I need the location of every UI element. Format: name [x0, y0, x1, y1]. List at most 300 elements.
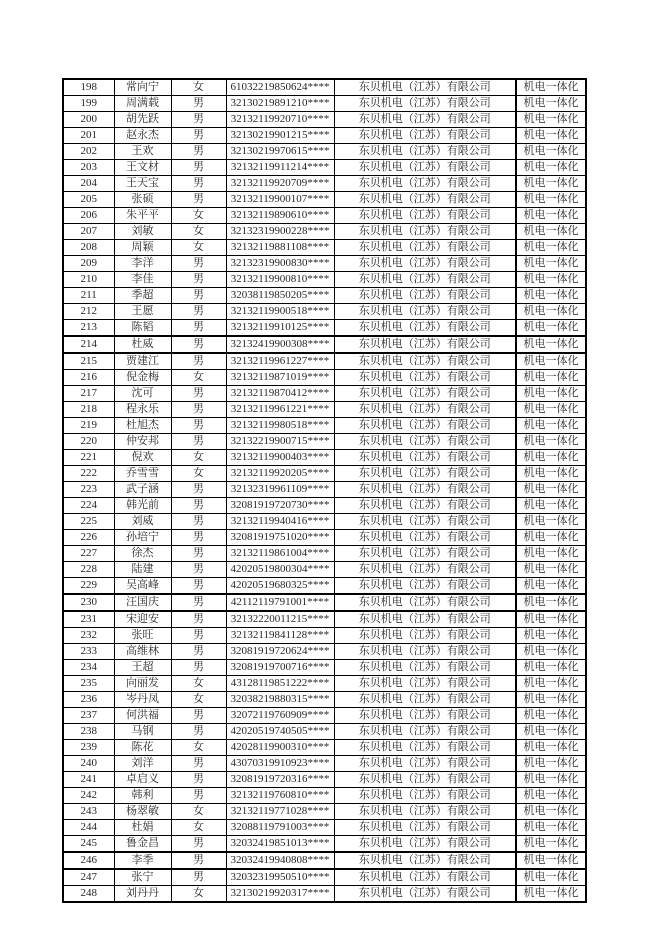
name-cell[interactable]: 程永乐	[114, 402, 171, 418]
gender-cell[interactable]: 男	[171, 192, 226, 208]
major-cell[interactable]: 机电一体化	[516, 628, 586, 644]
gender-cell[interactable]: 男	[171, 128, 226, 144]
gender-cell[interactable]: 男	[171, 112, 226, 128]
id-number-cell[interactable]: 32130219970615****	[226, 144, 334, 160]
row-number-cell[interactable]: 243	[63, 804, 114, 820]
row-number-cell[interactable]: 206	[63, 208, 114, 224]
company-cell[interactable]: 东贝机电（江苏）有限公司	[334, 418, 516, 434]
gender-cell[interactable]: 男	[171, 578, 226, 595]
row-number-cell[interactable]: 241	[63, 772, 114, 788]
company-cell[interactable]: 东贝机电（江苏）有限公司	[334, 256, 516, 272]
id-number-cell[interactable]: 32081919700716****	[226, 660, 334, 676]
major-cell[interactable]: 机电一体化	[516, 869, 586, 886]
company-cell[interactable]: 东贝机电（江苏）有限公司	[334, 820, 516, 836]
gender-cell[interactable]: 女	[171, 450, 226, 466]
major-cell[interactable]: 机电一体化	[516, 144, 586, 160]
major-cell[interactable]: 机电一体化	[516, 562, 586, 578]
company-cell[interactable]: 东贝机电（江苏）有限公司	[334, 611, 516, 628]
gender-cell[interactable]: 男	[171, 288, 226, 304]
row-number-cell[interactable]: 220	[63, 434, 114, 450]
company-cell[interactable]: 东贝机电（江苏）有限公司	[334, 144, 516, 160]
gender-cell[interactable]: 男	[171, 320, 226, 337]
gender-cell[interactable]: 女	[171, 820, 226, 836]
id-number-cell[interactable]: 32132119900518****	[226, 304, 334, 320]
name-cell[interactable]: 杨翠敏	[114, 804, 171, 820]
row-number-cell[interactable]: 218	[63, 402, 114, 418]
major-cell[interactable]: 机电一体化	[516, 418, 586, 434]
row-number-cell[interactable]: 237	[63, 708, 114, 724]
name-cell[interactable]: 宋迎安	[114, 611, 171, 628]
row-number-cell[interactable]: 226	[63, 530, 114, 546]
name-cell[interactable]: 陈韬	[114, 320, 171, 337]
major-cell[interactable]: 机电一体化	[516, 434, 586, 450]
name-cell[interactable]: 王超	[114, 660, 171, 676]
major-cell[interactable]: 机电一体化	[516, 724, 586, 740]
company-cell[interactable]: 东贝机电（江苏）有限公司	[334, 402, 516, 418]
major-cell[interactable]: 机电一体化	[516, 79, 586, 96]
gender-cell[interactable]: 女	[171, 676, 226, 692]
row-number-cell[interactable]: 232	[63, 628, 114, 644]
name-cell[interactable]: 向丽发	[114, 676, 171, 692]
gender-cell[interactable]: 男	[171, 96, 226, 112]
name-cell[interactable]: 刘威	[114, 514, 171, 530]
id-number-cell[interactable]: 32072119760909****	[226, 708, 334, 724]
major-cell[interactable]: 机电一体化	[516, 112, 586, 128]
name-cell[interactable]: 倪欢	[114, 450, 171, 466]
row-number-cell[interactable]: 214	[63, 336, 114, 353]
row-number-cell[interactable]: 230	[63, 594, 114, 611]
major-cell[interactable]: 机电一体化	[516, 611, 586, 628]
name-cell[interactable]: 王天宝	[114, 176, 171, 192]
gender-cell[interactable]: 男	[171, 660, 226, 676]
id-number-cell[interactable]: 42020519800304****	[226, 562, 334, 578]
company-cell[interactable]: 东贝机电（江苏）有限公司	[334, 740, 516, 756]
id-number-cell[interactable]: 32132119961221****	[226, 402, 334, 418]
name-cell[interactable]: 汪国庆	[114, 594, 171, 611]
major-cell[interactable]: 机电一体化	[516, 514, 586, 530]
major-cell[interactable]: 机电一体化	[516, 192, 586, 208]
company-cell[interactable]: 东贝机电（江苏）有限公司	[334, 756, 516, 772]
company-cell[interactable]: 东贝机电（江苏）有限公司	[334, 112, 516, 128]
company-cell[interactable]: 东贝机电（江苏）有限公司	[334, 514, 516, 530]
gender-cell[interactable]: 男	[171, 869, 226, 886]
company-cell[interactable]: 东贝机电（江苏）有限公司	[334, 272, 516, 288]
id-number-cell[interactable]: 61032219850624****	[226, 79, 334, 96]
company-cell[interactable]: 东贝机电（江苏）有限公司	[334, 692, 516, 708]
major-cell[interactable]: 机电一体化	[516, 788, 586, 804]
company-cell[interactable]: 东贝机电（江苏）有限公司	[334, 708, 516, 724]
major-cell[interactable]: 机电一体化	[516, 272, 586, 288]
company-cell[interactable]: 东贝机电（江苏）有限公司	[334, 128, 516, 144]
id-number-cell[interactable]: 32130219891210****	[226, 96, 334, 112]
gender-cell[interactable]: 女	[171, 804, 226, 820]
row-number-cell[interactable]: 222	[63, 466, 114, 482]
major-cell[interactable]: 机电一体化	[516, 820, 586, 836]
major-cell[interactable]: 机电一体化	[516, 852, 586, 869]
id-number-cell[interactable]: 32032419940808****	[226, 852, 334, 869]
gender-cell[interactable]: 男	[171, 498, 226, 514]
id-number-cell[interactable]: 32132119771028****	[226, 804, 334, 820]
gender-cell[interactable]: 男	[171, 546, 226, 562]
gender-cell[interactable]: 男	[171, 756, 226, 772]
company-cell[interactable]: 东贝机电（江苏）有限公司	[334, 434, 516, 450]
name-cell[interactable]: 仲安邦	[114, 434, 171, 450]
id-number-cell[interactable]: 32132119760810****	[226, 788, 334, 804]
major-cell[interactable]: 机电一体化	[516, 772, 586, 788]
row-number-cell[interactable]: 215	[63, 353, 114, 370]
id-number-cell[interactable]: 32132119920205****	[226, 466, 334, 482]
name-cell[interactable]: 张宁	[114, 869, 171, 886]
name-cell[interactable]: 鲁金昌	[114, 836, 171, 853]
major-cell[interactable]: 机电一体化	[516, 886, 586, 903]
major-cell[interactable]: 机电一体化	[516, 256, 586, 272]
name-cell[interactable]: 吴高峰	[114, 578, 171, 595]
row-number-cell[interactable]: 211	[63, 288, 114, 304]
major-cell[interactable]: 机电一体化	[516, 353, 586, 370]
company-cell[interactable]: 东贝机电（江苏）有限公司	[334, 176, 516, 192]
company-cell[interactable]: 东贝机电（江苏）有限公司	[334, 336, 516, 353]
row-number-cell[interactable]: 210	[63, 272, 114, 288]
row-number-cell[interactable]: 219	[63, 418, 114, 434]
name-cell[interactable]: 马钢	[114, 724, 171, 740]
id-number-cell[interactable]: 32038119850205****	[226, 288, 334, 304]
row-number-cell[interactable]: 201	[63, 128, 114, 144]
row-number-cell[interactable]: 245	[63, 836, 114, 853]
company-cell[interactable]: 东贝机电（江苏）有限公司	[334, 676, 516, 692]
name-cell[interactable]: 杜威	[114, 336, 171, 353]
gender-cell[interactable]: 男	[171, 514, 226, 530]
id-number-cell[interactable]: 32132419900308****	[226, 336, 334, 353]
id-number-cell[interactable]: 32132119900403****	[226, 450, 334, 466]
gender-cell[interactable]: 男	[171, 611, 226, 628]
id-number-cell[interactable]: 42112119791001****	[226, 594, 334, 611]
company-cell[interactable]: 东贝机电（江苏）有限公司	[334, 852, 516, 869]
company-cell[interactable]: 东贝机电（江苏）有限公司	[334, 353, 516, 370]
gender-cell[interactable]: 女	[171, 240, 226, 256]
name-cell[interactable]: 刘敏	[114, 224, 171, 240]
company-cell[interactable]: 东贝机电（江苏）有限公司	[334, 288, 516, 304]
major-cell[interactable]: 机电一体化	[516, 386, 586, 402]
gender-cell[interactable]: 男	[171, 304, 226, 320]
major-cell[interactable]: 机电一体化	[516, 320, 586, 337]
id-number-cell[interactable]: 32081919720316****	[226, 772, 334, 788]
company-cell[interactable]: 东贝机电（江苏）有限公司	[334, 886, 516, 903]
id-number-cell[interactable]: 32132119900810****	[226, 272, 334, 288]
company-cell[interactable]: 东贝机电（江苏）有限公司	[334, 320, 516, 337]
name-cell[interactable]: 赵永杰	[114, 128, 171, 144]
gender-cell[interactable]: 男	[171, 336, 226, 353]
major-cell[interactable]: 机电一体化	[516, 594, 586, 611]
row-number-cell[interactable]: 239	[63, 740, 114, 756]
major-cell[interactable]: 机电一体化	[516, 304, 586, 320]
id-number-cell[interactable]: 32132119871019****	[226, 370, 334, 386]
company-cell[interactable]: 东贝机电（江苏）有限公司	[334, 869, 516, 886]
row-number-cell[interactable]: 198	[63, 79, 114, 96]
id-number-cell[interactable]: 32132119940416****	[226, 514, 334, 530]
gender-cell[interactable]: 女	[171, 370, 226, 386]
company-cell[interactable]: 东贝机电（江苏）有限公司	[334, 386, 516, 402]
id-number-cell[interactable]: 42020519680325****	[226, 578, 334, 595]
id-number-cell[interactable]: 32132119890610****	[226, 208, 334, 224]
row-number-cell[interactable]: 200	[63, 112, 114, 128]
major-cell[interactable]: 机电一体化	[516, 578, 586, 595]
row-number-cell[interactable]: 213	[63, 320, 114, 337]
name-cell[interactable]: 李季	[114, 852, 171, 869]
company-cell[interactable]: 东贝机电（江苏）有限公司	[334, 562, 516, 578]
row-number-cell[interactable]: 217	[63, 386, 114, 402]
id-number-cell[interactable]: 32132119910125****	[226, 320, 334, 337]
name-cell[interactable]: 韩利	[114, 788, 171, 804]
company-cell[interactable]: 东贝机电（江苏）有限公司	[334, 498, 516, 514]
company-cell[interactable]: 东贝机电（江苏）有限公司	[334, 546, 516, 562]
gender-cell[interactable]: 男	[171, 176, 226, 192]
name-cell[interactable]: 杜旭杰	[114, 418, 171, 434]
company-cell[interactable]: 东贝机电（江苏）有限公司	[334, 804, 516, 820]
major-cell[interactable]: 机电一体化	[516, 708, 586, 724]
company-cell[interactable]: 东贝机电（江苏）有限公司	[334, 644, 516, 660]
row-number-cell[interactable]: 235	[63, 676, 114, 692]
id-number-cell[interactable]: 32132119881108****	[226, 240, 334, 256]
major-cell[interactable]: 机电一体化	[516, 370, 586, 386]
major-cell[interactable]: 机电一体化	[516, 224, 586, 240]
id-number-cell[interactable]: 32081919720624****	[226, 644, 334, 660]
name-cell[interactable]: 徐杰	[114, 546, 171, 562]
gender-cell[interactable]: 男	[171, 530, 226, 546]
gender-cell[interactable]: 男	[171, 788, 226, 804]
major-cell[interactable]: 机电一体化	[516, 804, 586, 820]
company-cell[interactable]: 东贝机电（江苏）有限公司	[334, 772, 516, 788]
gender-cell[interactable]: 男	[171, 256, 226, 272]
gender-cell[interactable]: 男	[171, 708, 226, 724]
row-number-cell[interactable]: 231	[63, 611, 114, 628]
id-number-cell[interactable]: 32132119900107****	[226, 192, 334, 208]
company-cell[interactable]: 东贝机电（江苏）有限公司	[334, 79, 516, 96]
company-cell[interactable]: 东贝机电（江苏）有限公司	[334, 192, 516, 208]
gender-cell[interactable]: 男	[171, 644, 226, 660]
id-number-cell[interactable]: 32132119861004****	[226, 546, 334, 562]
company-cell[interactable]: 东贝机电（江苏）有限公司	[334, 370, 516, 386]
name-cell[interactable]: 王文材	[114, 160, 171, 176]
id-number-cell[interactable]: 32132119920709****	[226, 176, 334, 192]
id-number-cell[interactable]: 32088119791003****	[226, 820, 334, 836]
name-cell[interactable]: 陆建	[114, 562, 171, 578]
row-number-cell[interactable]: 224	[63, 498, 114, 514]
company-cell[interactable]: 东贝机电（江苏）有限公司	[334, 450, 516, 466]
major-cell[interactable]: 机电一体化	[516, 402, 586, 418]
name-cell[interactable]: 常向宁	[114, 79, 171, 96]
name-cell[interactable]: 朱平平	[114, 208, 171, 224]
id-number-cell[interactable]: 42020519740505****	[226, 724, 334, 740]
row-number-cell[interactable]: 205	[63, 192, 114, 208]
name-cell[interactable]: 倪金梅	[114, 370, 171, 386]
id-number-cell[interactable]: 32132119911214****	[226, 160, 334, 176]
name-cell[interactable]: 李佳	[114, 272, 171, 288]
row-number-cell[interactable]: 246	[63, 852, 114, 869]
major-cell[interactable]: 机电一体化	[516, 160, 586, 176]
id-number-cell[interactable]: 32132119961227****	[226, 353, 334, 370]
major-cell[interactable]: 机电一体化	[516, 644, 586, 660]
company-cell[interactable]: 东贝机电（江苏）有限公司	[334, 724, 516, 740]
id-number-cell[interactable]: 43070319910923****	[226, 756, 334, 772]
gender-cell[interactable]: 男	[171, 562, 226, 578]
gender-cell[interactable]: 男	[171, 272, 226, 288]
major-cell[interactable]: 机电一体化	[516, 498, 586, 514]
major-cell[interactable]: 机电一体化	[516, 482, 586, 498]
row-number-cell[interactable]: 248	[63, 886, 114, 903]
row-number-cell[interactable]: 223	[63, 482, 114, 498]
company-cell[interactable]: 东贝机电（江苏）有限公司	[334, 594, 516, 611]
name-cell[interactable]: 孙培宁	[114, 530, 171, 546]
name-cell[interactable]: 周满载	[114, 96, 171, 112]
name-cell[interactable]: 张硕	[114, 192, 171, 208]
row-number-cell[interactable]: 227	[63, 546, 114, 562]
id-number-cell[interactable]: 32132119980518****	[226, 418, 334, 434]
name-cell[interactable]: 韩光前	[114, 498, 171, 514]
company-cell[interactable]: 东贝机电（江苏）有限公司	[334, 628, 516, 644]
name-cell[interactable]: 胡先跃	[114, 112, 171, 128]
gender-cell[interactable]: 男	[171, 418, 226, 434]
name-cell[interactable]: 杜娟	[114, 820, 171, 836]
company-cell[interactable]: 东贝机电（江苏）有限公司	[334, 788, 516, 804]
row-number-cell[interactable]: 236	[63, 692, 114, 708]
row-number-cell[interactable]: 202	[63, 144, 114, 160]
gender-cell[interactable]: 女	[171, 466, 226, 482]
name-cell[interactable]: 王愿	[114, 304, 171, 320]
major-cell[interactable]: 机电一体化	[516, 96, 586, 112]
company-cell[interactable]: 东贝机电（江苏）有限公司	[334, 224, 516, 240]
major-cell[interactable]: 机电一体化	[516, 756, 586, 772]
gender-cell[interactable]: 男	[171, 353, 226, 370]
gender-cell[interactable]: 男	[171, 144, 226, 160]
row-number-cell[interactable]: 204	[63, 176, 114, 192]
name-cell[interactable]: 何洪福	[114, 708, 171, 724]
name-cell[interactable]: 刘丹丹	[114, 886, 171, 903]
company-cell[interactable]: 东贝机电（江苏）有限公司	[334, 160, 516, 176]
major-cell[interactable]: 机电一体化	[516, 530, 586, 546]
gender-cell[interactable]: 女	[171, 692, 226, 708]
major-cell[interactable]: 机电一体化	[516, 676, 586, 692]
major-cell[interactable]: 机电一体化	[516, 336, 586, 353]
gender-cell[interactable]: 女	[171, 224, 226, 240]
major-cell[interactable]: 机电一体化	[516, 660, 586, 676]
gender-cell[interactable]: 女	[171, 740, 226, 756]
name-cell[interactable]: 贾建江	[114, 353, 171, 370]
id-number-cell[interactable]: 32081919720730****	[226, 498, 334, 514]
gender-cell[interactable]: 女	[171, 208, 226, 224]
major-cell[interactable]: 机电一体化	[516, 208, 586, 224]
gender-cell[interactable]: 男	[171, 772, 226, 788]
name-cell[interactable]: 周颖	[114, 240, 171, 256]
major-cell[interactable]: 机电一体化	[516, 740, 586, 756]
company-cell[interactable]: 东贝机电（江苏）有限公司	[334, 530, 516, 546]
company-cell[interactable]: 东贝机电（江苏）有限公司	[334, 578, 516, 595]
name-cell[interactable]: 岑丹凤	[114, 692, 171, 708]
row-number-cell[interactable]: 234	[63, 660, 114, 676]
id-number-cell[interactable]: 32132219900715****	[226, 434, 334, 450]
gender-cell[interactable]: 女	[171, 886, 226, 903]
major-cell[interactable]: 机电一体化	[516, 836, 586, 853]
id-number-cell[interactable]: 32032319950510****	[226, 869, 334, 886]
major-cell[interactable]: 机电一体化	[516, 692, 586, 708]
row-number-cell[interactable]: 247	[63, 869, 114, 886]
id-number-cell[interactable]: 32132119870412****	[226, 386, 334, 402]
id-number-cell[interactable]: 32081919751020****	[226, 530, 334, 546]
row-number-cell[interactable]: 203	[63, 160, 114, 176]
id-number-cell[interactable]: 32132220011215****	[226, 611, 334, 628]
major-cell[interactable]: 机电一体化	[516, 176, 586, 192]
company-cell[interactable]: 东贝机电（江苏）有限公司	[334, 660, 516, 676]
id-number-cell[interactable]: 32032419851013****	[226, 836, 334, 853]
id-number-cell[interactable]: 42028119900310****	[226, 740, 334, 756]
row-number-cell[interactable]: 209	[63, 256, 114, 272]
name-cell[interactable]: 刘洋	[114, 756, 171, 772]
row-number-cell[interactable]: 242	[63, 788, 114, 804]
id-number-cell[interactable]: 43128119851222****	[226, 676, 334, 692]
name-cell[interactable]: 武子涵	[114, 482, 171, 498]
gender-cell[interactable]: 男	[171, 482, 226, 498]
row-number-cell[interactable]: 225	[63, 514, 114, 530]
gender-cell[interactable]: 男	[171, 628, 226, 644]
gender-cell[interactable]: 男	[171, 160, 226, 176]
name-cell[interactable]: 高维林	[114, 644, 171, 660]
row-number-cell[interactable]: 229	[63, 578, 114, 595]
gender-cell[interactable]: 男	[171, 434, 226, 450]
major-cell[interactable]: 机电一体化	[516, 240, 586, 256]
company-cell[interactable]: 东贝机电（江苏）有限公司	[334, 96, 516, 112]
row-number-cell[interactable]: 221	[63, 450, 114, 466]
company-cell[interactable]: 东贝机电（江苏）有限公司	[334, 208, 516, 224]
name-cell[interactable]: 季超	[114, 288, 171, 304]
name-cell[interactable]: 张旺	[114, 628, 171, 644]
name-cell[interactable]: 沈可	[114, 386, 171, 402]
gender-cell[interactable]: 男	[171, 852, 226, 869]
row-number-cell[interactable]: 208	[63, 240, 114, 256]
row-number-cell[interactable]: 216	[63, 370, 114, 386]
company-cell[interactable]: 东贝机电（江苏）有限公司	[334, 466, 516, 482]
name-cell[interactable]: 王欢	[114, 144, 171, 160]
row-number-cell[interactable]: 233	[63, 644, 114, 660]
major-cell[interactable]: 机电一体化	[516, 128, 586, 144]
major-cell[interactable]: 机电一体化	[516, 546, 586, 562]
gender-cell[interactable]: 女	[171, 79, 226, 96]
company-cell[interactable]: 东贝机电（江苏）有限公司	[334, 304, 516, 320]
id-number-cell[interactable]: 32132119920710****	[226, 112, 334, 128]
name-cell[interactable]: 李洋	[114, 256, 171, 272]
name-cell[interactable]: 乔雪雪	[114, 466, 171, 482]
company-cell[interactable]: 东贝机电（江苏）有限公司	[334, 482, 516, 498]
id-number-cell[interactable]: 32130219920317****	[226, 886, 334, 903]
row-number-cell[interactable]: 244	[63, 820, 114, 836]
id-number-cell[interactable]: 32038219880315****	[226, 692, 334, 708]
major-cell[interactable]: 机电一体化	[516, 450, 586, 466]
id-number-cell[interactable]: 32132319900830****	[226, 256, 334, 272]
row-number-cell[interactable]: 228	[63, 562, 114, 578]
id-number-cell[interactable]: 32132319961109****	[226, 482, 334, 498]
id-number-cell[interactable]: 32132319900228****	[226, 224, 334, 240]
name-cell[interactable]: 卓启义	[114, 772, 171, 788]
row-number-cell[interactable]: 207	[63, 224, 114, 240]
id-number-cell[interactable]: 32132119841128****	[226, 628, 334, 644]
row-number-cell[interactable]: 240	[63, 756, 114, 772]
row-number-cell[interactable]: 199	[63, 96, 114, 112]
gender-cell[interactable]: 男	[171, 836, 226, 853]
row-number-cell[interactable]: 238	[63, 724, 114, 740]
major-cell[interactable]: 机电一体化	[516, 288, 586, 304]
gender-cell[interactable]: 男	[171, 724, 226, 740]
major-cell[interactable]: 机电一体化	[516, 466, 586, 482]
company-cell[interactable]: 东贝机电（江苏）有限公司	[334, 240, 516, 256]
name-cell[interactable]: 陈花	[114, 740, 171, 756]
